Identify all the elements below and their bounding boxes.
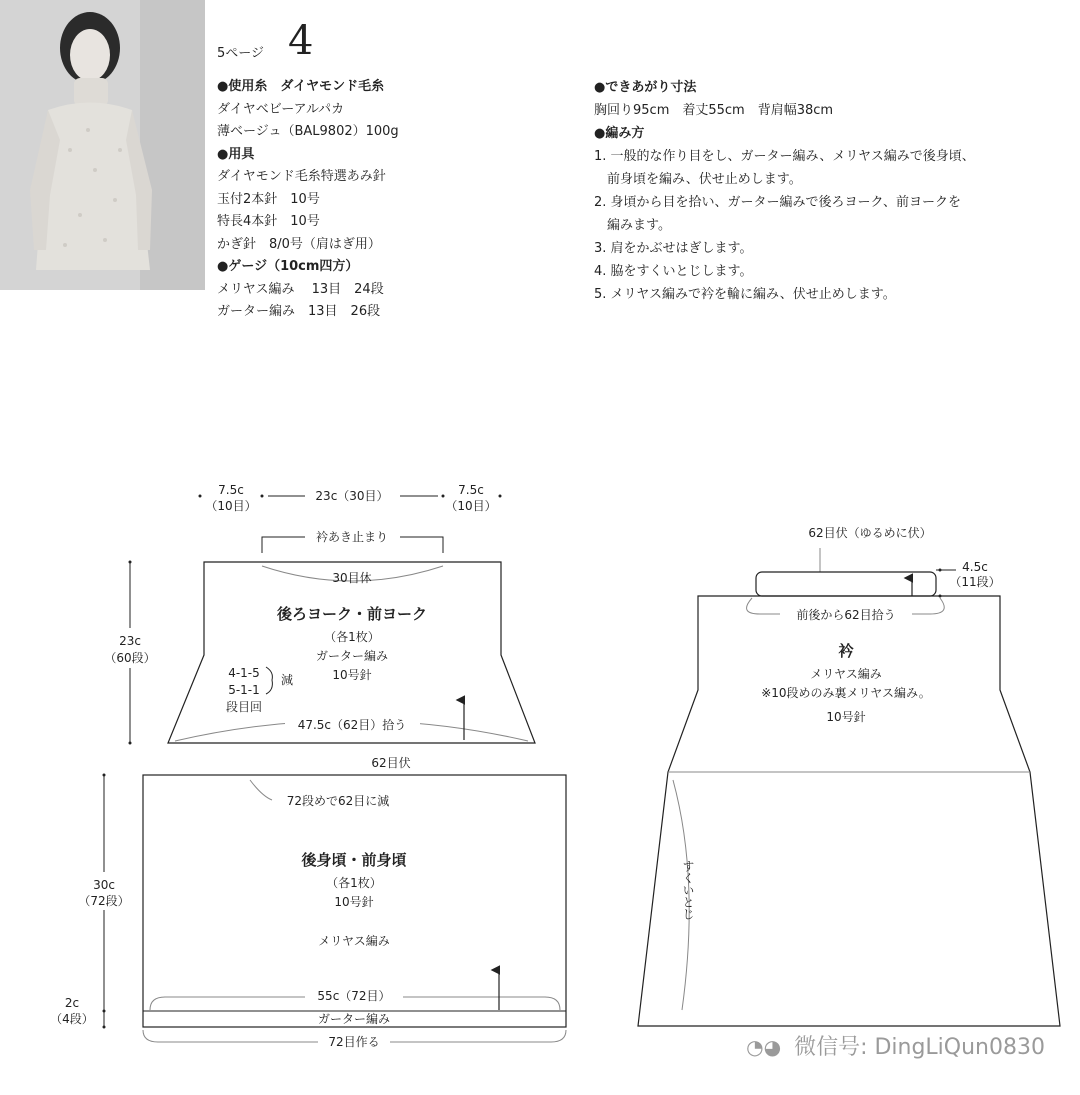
body-count: （各1枚） bbox=[326, 876, 382, 890]
yarn-heading: ●使用糸 ダイヤモンド毛糸 bbox=[217, 79, 385, 94]
border-height: 2c bbox=[64, 996, 80, 1010]
tool-item: ダイヤモンド毛糸特選あみ針 bbox=[217, 169, 386, 184]
yarn-color: 薄ベージュ（BAL9802）100g bbox=[217, 124, 399, 139]
collar-band bbox=[756, 572, 936, 596]
method-heading: ●編み方 bbox=[594, 126, 645, 141]
yoke-dim-left: 7.5c bbox=[218, 483, 244, 497]
yoke-title: 後ろヨーク・前ヨーク bbox=[276, 605, 428, 623]
tool-item: かぎ針 8/0号（肩はぎ用） bbox=[217, 236, 381, 252]
page-label: 5ページ bbox=[217, 46, 265, 61]
yoke-height: 23c bbox=[119, 634, 141, 648]
yoke-stitch: ガーター編み bbox=[315, 649, 389, 663]
yoke-count: （各1枚） bbox=[324, 630, 380, 644]
yoke-decrease-1: 4-1-5 bbox=[228, 666, 260, 680]
method-step: 5. メリヤス編みで衿を輪に編み、伏せ止めします。 bbox=[594, 287, 896, 302]
yoke-pickup: 47.5c（62目）拾う bbox=[297, 718, 407, 732]
finished-heading: ●できあがり寸法 bbox=[594, 80, 697, 95]
body-cast-on: 72目作る bbox=[328, 1035, 380, 1049]
collar-height: 4.5c bbox=[962, 560, 988, 574]
yoke-dim-right: 7.5c bbox=[458, 483, 484, 497]
yoke-diagram bbox=[100, 483, 535, 745]
body-needle: 10号針 bbox=[334, 895, 374, 909]
method-step: 前身頃を編み、伏せ止めします。 bbox=[594, 172, 802, 187]
wechat-watermark bbox=[746, 1030, 1045, 1061]
yarn-name: ダイヤベビーアルパカ bbox=[217, 101, 345, 117]
tool-item: 玉付2本針 10号 bbox=[217, 191, 320, 207]
side-seam-label: すくいとじ bbox=[681, 860, 695, 920]
tool-item: 特長4本針 10号 bbox=[217, 214, 320, 229]
collar-diagram bbox=[638, 525, 1060, 1026]
collar-pickup: 前後から62目拾う bbox=[796, 608, 896, 622]
border-stitch: ガーター編み bbox=[317, 1012, 391, 1026]
wechat-icon: ◔◕ bbox=[746, 1035, 782, 1059]
body-bind-off: 62目伏 bbox=[371, 756, 411, 770]
tools-heading: ●用具 bbox=[217, 146, 255, 162]
watermark-text: 微信号: DingLiQun0830 bbox=[794, 1035, 1045, 1060]
yoke-rest-label: 30目休 bbox=[332, 571, 372, 585]
method-step: 1. 一般的な作り目をし、ガーター編み、メリヤス編みで後身頃、 bbox=[594, 149, 975, 164]
yoke-decrease-header: 段目回 bbox=[225, 700, 263, 714]
body-width: 55c（72目） bbox=[317, 989, 391, 1003]
gauge-heading: ●ゲージ（10cm四方） bbox=[217, 259, 359, 274]
collar-note: ※10段めのみ裏メリヤス編み。 bbox=[761, 686, 931, 700]
collar-height-rows: （11段） bbox=[949, 575, 1001, 589]
body-diagram bbox=[50, 755, 566, 1049]
method-step: 編みます。 bbox=[594, 218, 671, 233]
finished-sizes: 胸回り95cm 着丈55cm 背肩幅38cm bbox=[594, 103, 834, 118]
yoke-needle: 10号針 bbox=[332, 668, 372, 682]
yoke-dim-right-rows: （10目） bbox=[445, 499, 497, 513]
body-stitch: メリヤス編み bbox=[318, 934, 390, 948]
yoke-dim-left-rows: （10目） bbox=[205, 499, 257, 513]
method-step: 4. 脇をすくいとじします。 bbox=[594, 264, 753, 279]
garment-outline bbox=[638, 596, 1060, 1026]
collar-title: 衿 bbox=[838, 642, 854, 660]
border-rows: （4段） bbox=[50, 1012, 94, 1026]
method-step: 3. 肩をかぶせはぎします。 bbox=[594, 241, 753, 256]
collar-needle: 10号針 bbox=[826, 710, 866, 724]
method-step: 2. 身頃から目を拾い、ガーター編みで後ろヨーク、前ヨークを bbox=[594, 195, 962, 210]
yoke-decrease-label: 減 bbox=[280, 673, 294, 687]
yoke-dim-center: 23c（30目） bbox=[315, 489, 389, 503]
body-height-rows: （72段） bbox=[78, 894, 130, 908]
yoke-decrease-2: 5-1-1 bbox=[228, 683, 260, 697]
gauge-item: メリヤス編み 13目 24段 bbox=[217, 281, 384, 297]
neck-stop-label: 衿あき止まり bbox=[315, 530, 389, 544]
body-decrease-note: 72段めで62目に減 bbox=[286, 794, 390, 808]
gauge-item: ガーター編み 13目 26段 bbox=[217, 304, 381, 319]
body-height: 30c bbox=[93, 878, 115, 892]
collar-stitch: メリヤス編み bbox=[810, 667, 882, 681]
body-title: 後身頃・前身頃 bbox=[301, 851, 407, 869]
collar-bind-off: 62目伏（ゆるめに伏） bbox=[808, 526, 932, 540]
pattern-number: 4 bbox=[288, 18, 314, 64]
yoke-height-rows: （60段） bbox=[104, 651, 156, 665]
